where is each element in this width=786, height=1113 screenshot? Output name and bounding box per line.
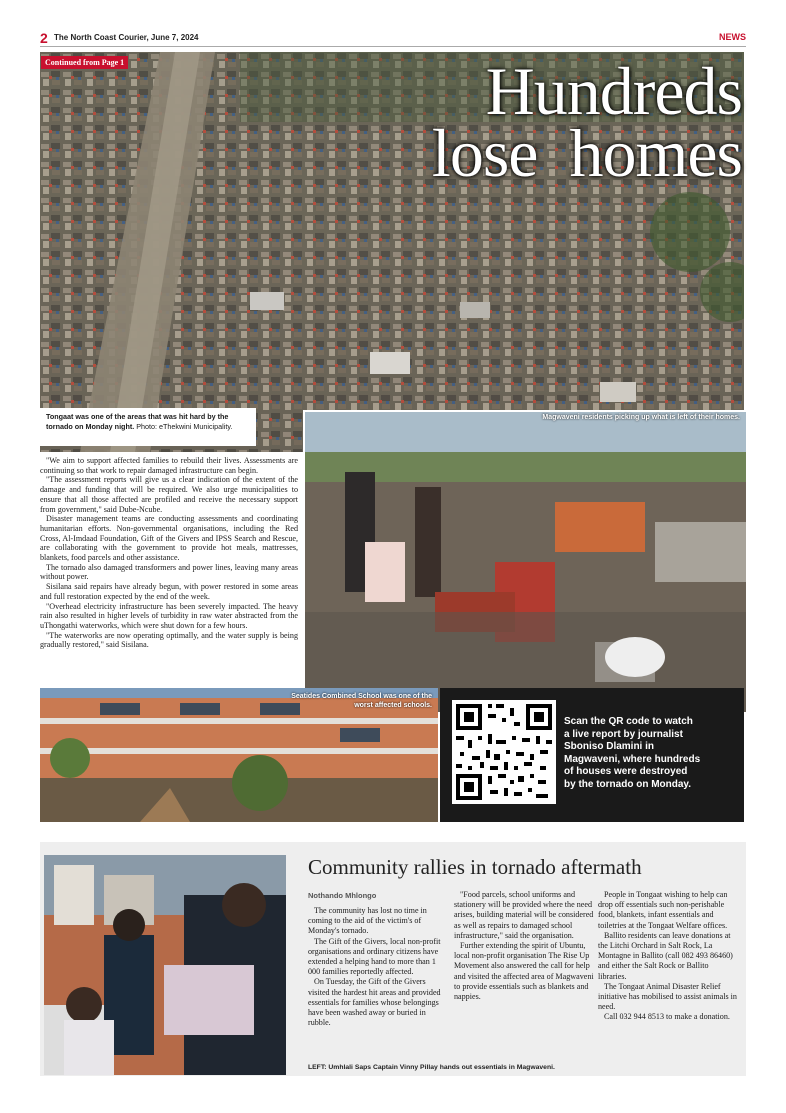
article-body-continued [40,456,298,650]
qr-text-line: Sboniso Dlamini in [564,741,655,752]
qr-text-line: a live report by journalist [564,728,683,740]
byline: Nothando Mhlongo [308,891,377,900]
captain-photo [44,855,286,1075]
main-headline [370,53,742,191]
hero-caption-text: Tongaat was one of the areas that was hit hard by the tornado on Monday night. [46,412,229,431]
headline-line-1: Hundreds [485,53,742,129]
column-paragraph: The Tongaat Animal Disaster Relief initiative has mobilised to assist animals in need. [598,981,737,1012]
hero-photo-credit: Photo: eThekwini Municipality. [136,422,233,431]
qr-text-line: of houses were destroyed [564,766,688,777]
column-paragraph: The Gift of the Givers, local non-profit organisations and ordinary citizens have extended a helping hand to more than 1 000 families reportedly affected. [308,936,441,977]
body-paragraph: The tornado also damaged transformers and power lines, leaving many areas without power. [40,562,298,582]
qr-text-line: Scan the QR code to watch [564,716,693,727]
body-paragraph: "The waterworks are now operating optimally, and the water supply is being gradually restored," said Sisilana. [40,630,298,650]
column-paragraph: People in Tongaat wishing to help can drop off essentials such non-perishable food, blankets, infant essentials and toiletries at the Tongaat Welfare offices. [598,890,728,930]
body-paragraph: "We aim to support affected families to rebuild their lives. Assessments are continuing so that work to repair damaged infrastructure can begin. [40,456,298,475]
page-number: 2 [40,30,48,46]
body-paragraph: "Overhead electricity infrastructure has been severely impacted. The heavy rain also resulted in higher levels of turbidity in raw water abstracted from the uThongathi waterworks, which were shut down for a few hours. [40,601,298,630]
column-paragraph: On Tuesday, the Gift of the Givers visited the hardest hit areas and provided essentials for families whose belongings have been washed away or buried in rubble. [308,977,441,1028]
column-paragraph: The community has lost no time in coming to the aid of the victim's of Monday's tornado. [308,906,427,936]
hero-caption [40,408,256,446]
article-headline: Community rallies in tornado aftermath [308,855,642,879]
residents-photo [303,410,746,712]
headline-line-2: lose homes [431,115,742,191]
qr-promo-text [564,716,740,791]
school-caption-line-2: worst affected schools. [354,702,432,709]
section-label: NEWS [719,32,746,42]
qr-code[interactable] [452,700,556,804]
body-paragraph: "The assessment reports will give us a clear indication of the extent of the damage and funding that will be required. We also urge municipalities to ensure that all those affected are profiled and receive the necessary support from government," said Dube-Ncube. [40,475,298,514]
qr-text-line: Magwaveni, where hundreds [564,753,701,765]
qr-code-icon [452,700,556,804]
body-paragraph: Disaster management teams are conducting assessments and coordinating humanitarian efforts. Non-governmental organisations, including the Red Cross, Al-Imdaad Foundation, Gift of the Givers and IPSS Search and Rescue, are collaborating with the government to provide hot meals, mattresses, blankets, food parcels and other assistance. [40,514,298,563]
body-paragraph: Sisilana said repairs have already begun, with power restored in some areas and full restoration expected by the end of the week. [40,582,298,601]
column-paragraph: "Food parcels, school uniforms and stationery will be provided where the need arises, building material will be considered as well as repairs to damaged school infrastructure," said the organisation. [454,890,594,940]
article-column-1 [308,906,448,1028]
publication-line: The North Coast Courier, June 7, 2024 [54,33,199,42]
captain-photo-caption: LEFT: Umhlali Saps Captain Vinny Pillay hands out essentials in Magwaveni. [308,1064,555,1071]
continued-from-tag: Continued from Page 1 [41,56,128,69]
school-caption [262,692,432,710]
column-paragraph: Further extending the spirit of Ubuntu, local non-profit organisation The Rise Up Movement also answered the call for help and visited the affected area of Magwaveni to provide essentials such as blankets and nappies. [454,941,594,1002]
residents-caption: Magwaveni residents picking up what is left of their homes. [542,414,740,421]
article-column-3 [598,890,738,1023]
qr-text-line: by the tornado on Monday. [564,778,692,790]
page-header [40,30,746,47]
column-paragraph: Ballito residents can leave donations at the Litchi Orchard in Salt Rock, La Montagne in Ballito (call 082 493 86460) and either the Salt Rock or Ballito libraries. [598,930,733,981]
column-paragraph: Call 032 944 8513 to make a donation. [604,1012,730,1022]
school-caption-line-1: Seatides Combined School was one of the [291,693,432,700]
article-column-2 [454,890,594,1002]
